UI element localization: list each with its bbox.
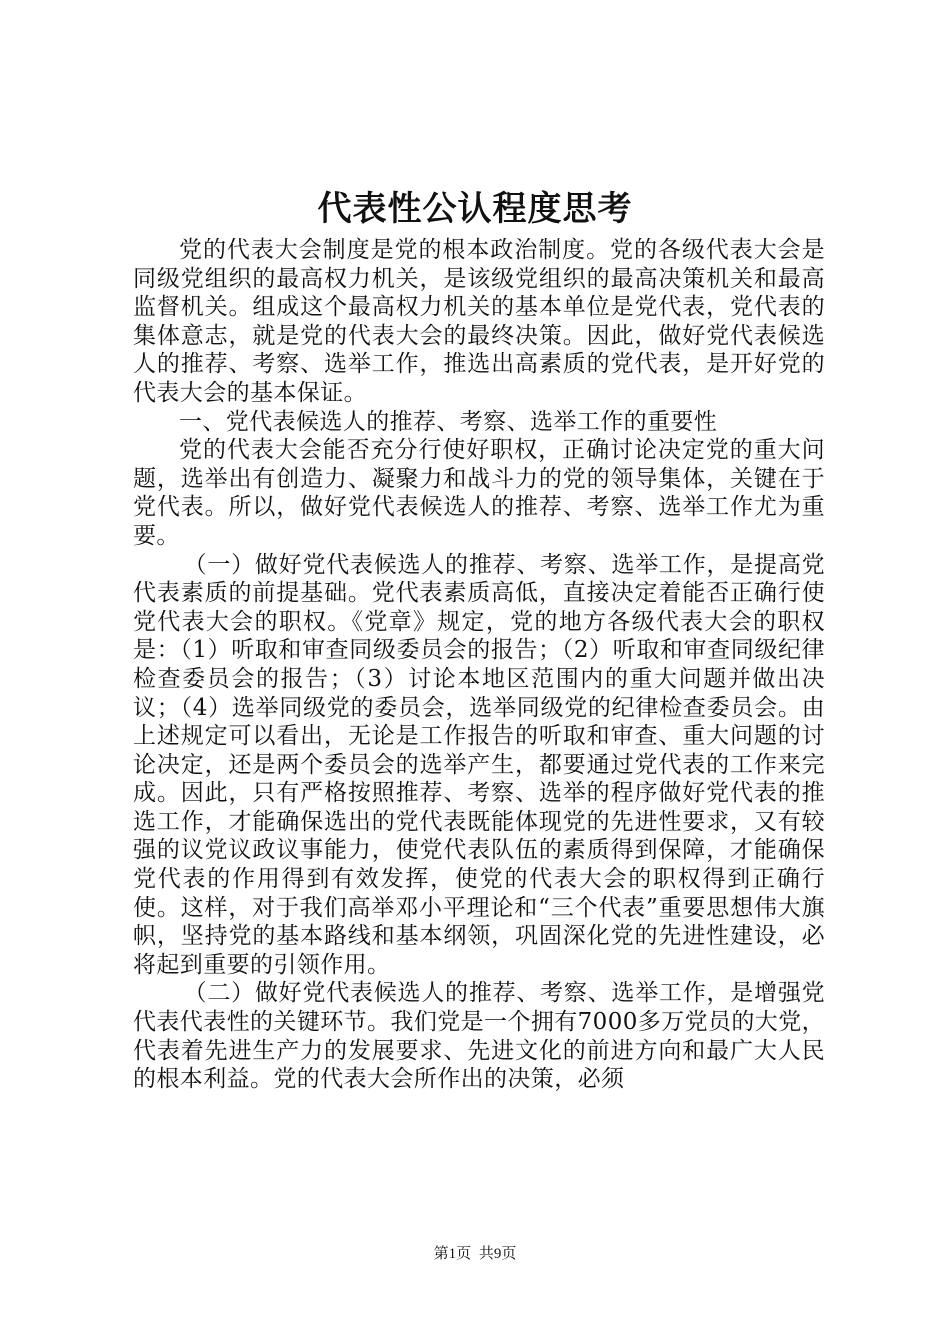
paragraph-point-two: （二）做好党代表候选人的推荐、考察、选举工作，是增强党代表代表性的关键环节。我们党是一个拥有7000多万党员的大党，代表着先进生产力的发展要求、先进文化的前进方向和最广大人民的根本利益。党的代表大会所作出的决策，必须: [133, 980, 825, 1093]
page-total: 共9页: [478, 1246, 517, 1262]
paragraph-point-one: （一）做好党代表候选人的推荐、考察、选举工作，是提高党代表素质的前提基础。党代表素质高低，直接决定着能否正确行使党代表大会的职权。《党章》规定，党的地方各级代表大会的职权是：（1）听取和审查同级委员会的报告；（2）听取和审查同级纪律检查委员会的报告；（3）讨论本地区范围内的重大问题并做出决议；（4）选举同级党的委员会，选举同级党的纪律检查委员会。由上述规定可以看出，无论是工作报告的听取和审查、重大问题的讨论决定，还是两个委员会的选举产生，都要通过党代表的工作来完成。因此，只有严格按照推荐、考察、选举的程序做好党代表的推选工作，才能确保选出的党代表既能体现党的先进性要求，又有较强的议党议政议事能力，使党代表队伍的素质得到保障，才能确保党代表的作用得到有效发挥，使党的代表大会的职权得到正确行使。这样，对于我们高举邓小平理论和“三个代表”重要思想伟大旗帜，坚持党的基本路线和基本纲领，巩固深化党的先进性建设，必将起到重要的引领作用。: [133, 551, 825, 978]
page-number: 第1页: [433, 1246, 472, 1262]
document-body: [133, 236, 825, 1094]
paragraph-importance: 党的代表大会能否充分行使好职权，正确讨论决定党的重大问题，选举出有创造力、凝聚力和战斗力的党的领导集体，关键在于党代表。所以，做好党代表候选人的推荐、考察、选举工作尤为重要。: [133, 437, 825, 549]
section-heading: 一、党代表候选人的推荐、考察、选举工作的重要性: [179, 408, 718, 435]
paragraph-intro: 党的代表大会制度是党的根本政治制度。党的各级代表大会是同级党组织的最高权力机关，是该级党组织的最高决策机关和最高监督机关。组成这个最高权力机关的基本单位是党代表，党代表的集体意志，就是党的代表大会的最终决策。因此，做好党代表候选人的推荐、考察、选举工作，推选出高素质的党代表，是开好党的代表大会的基本保证。: [133, 237, 825, 406]
document-title: 代表性公认程度思考: [317, 189, 633, 229]
page-footer: [0, 1244, 950, 1264]
